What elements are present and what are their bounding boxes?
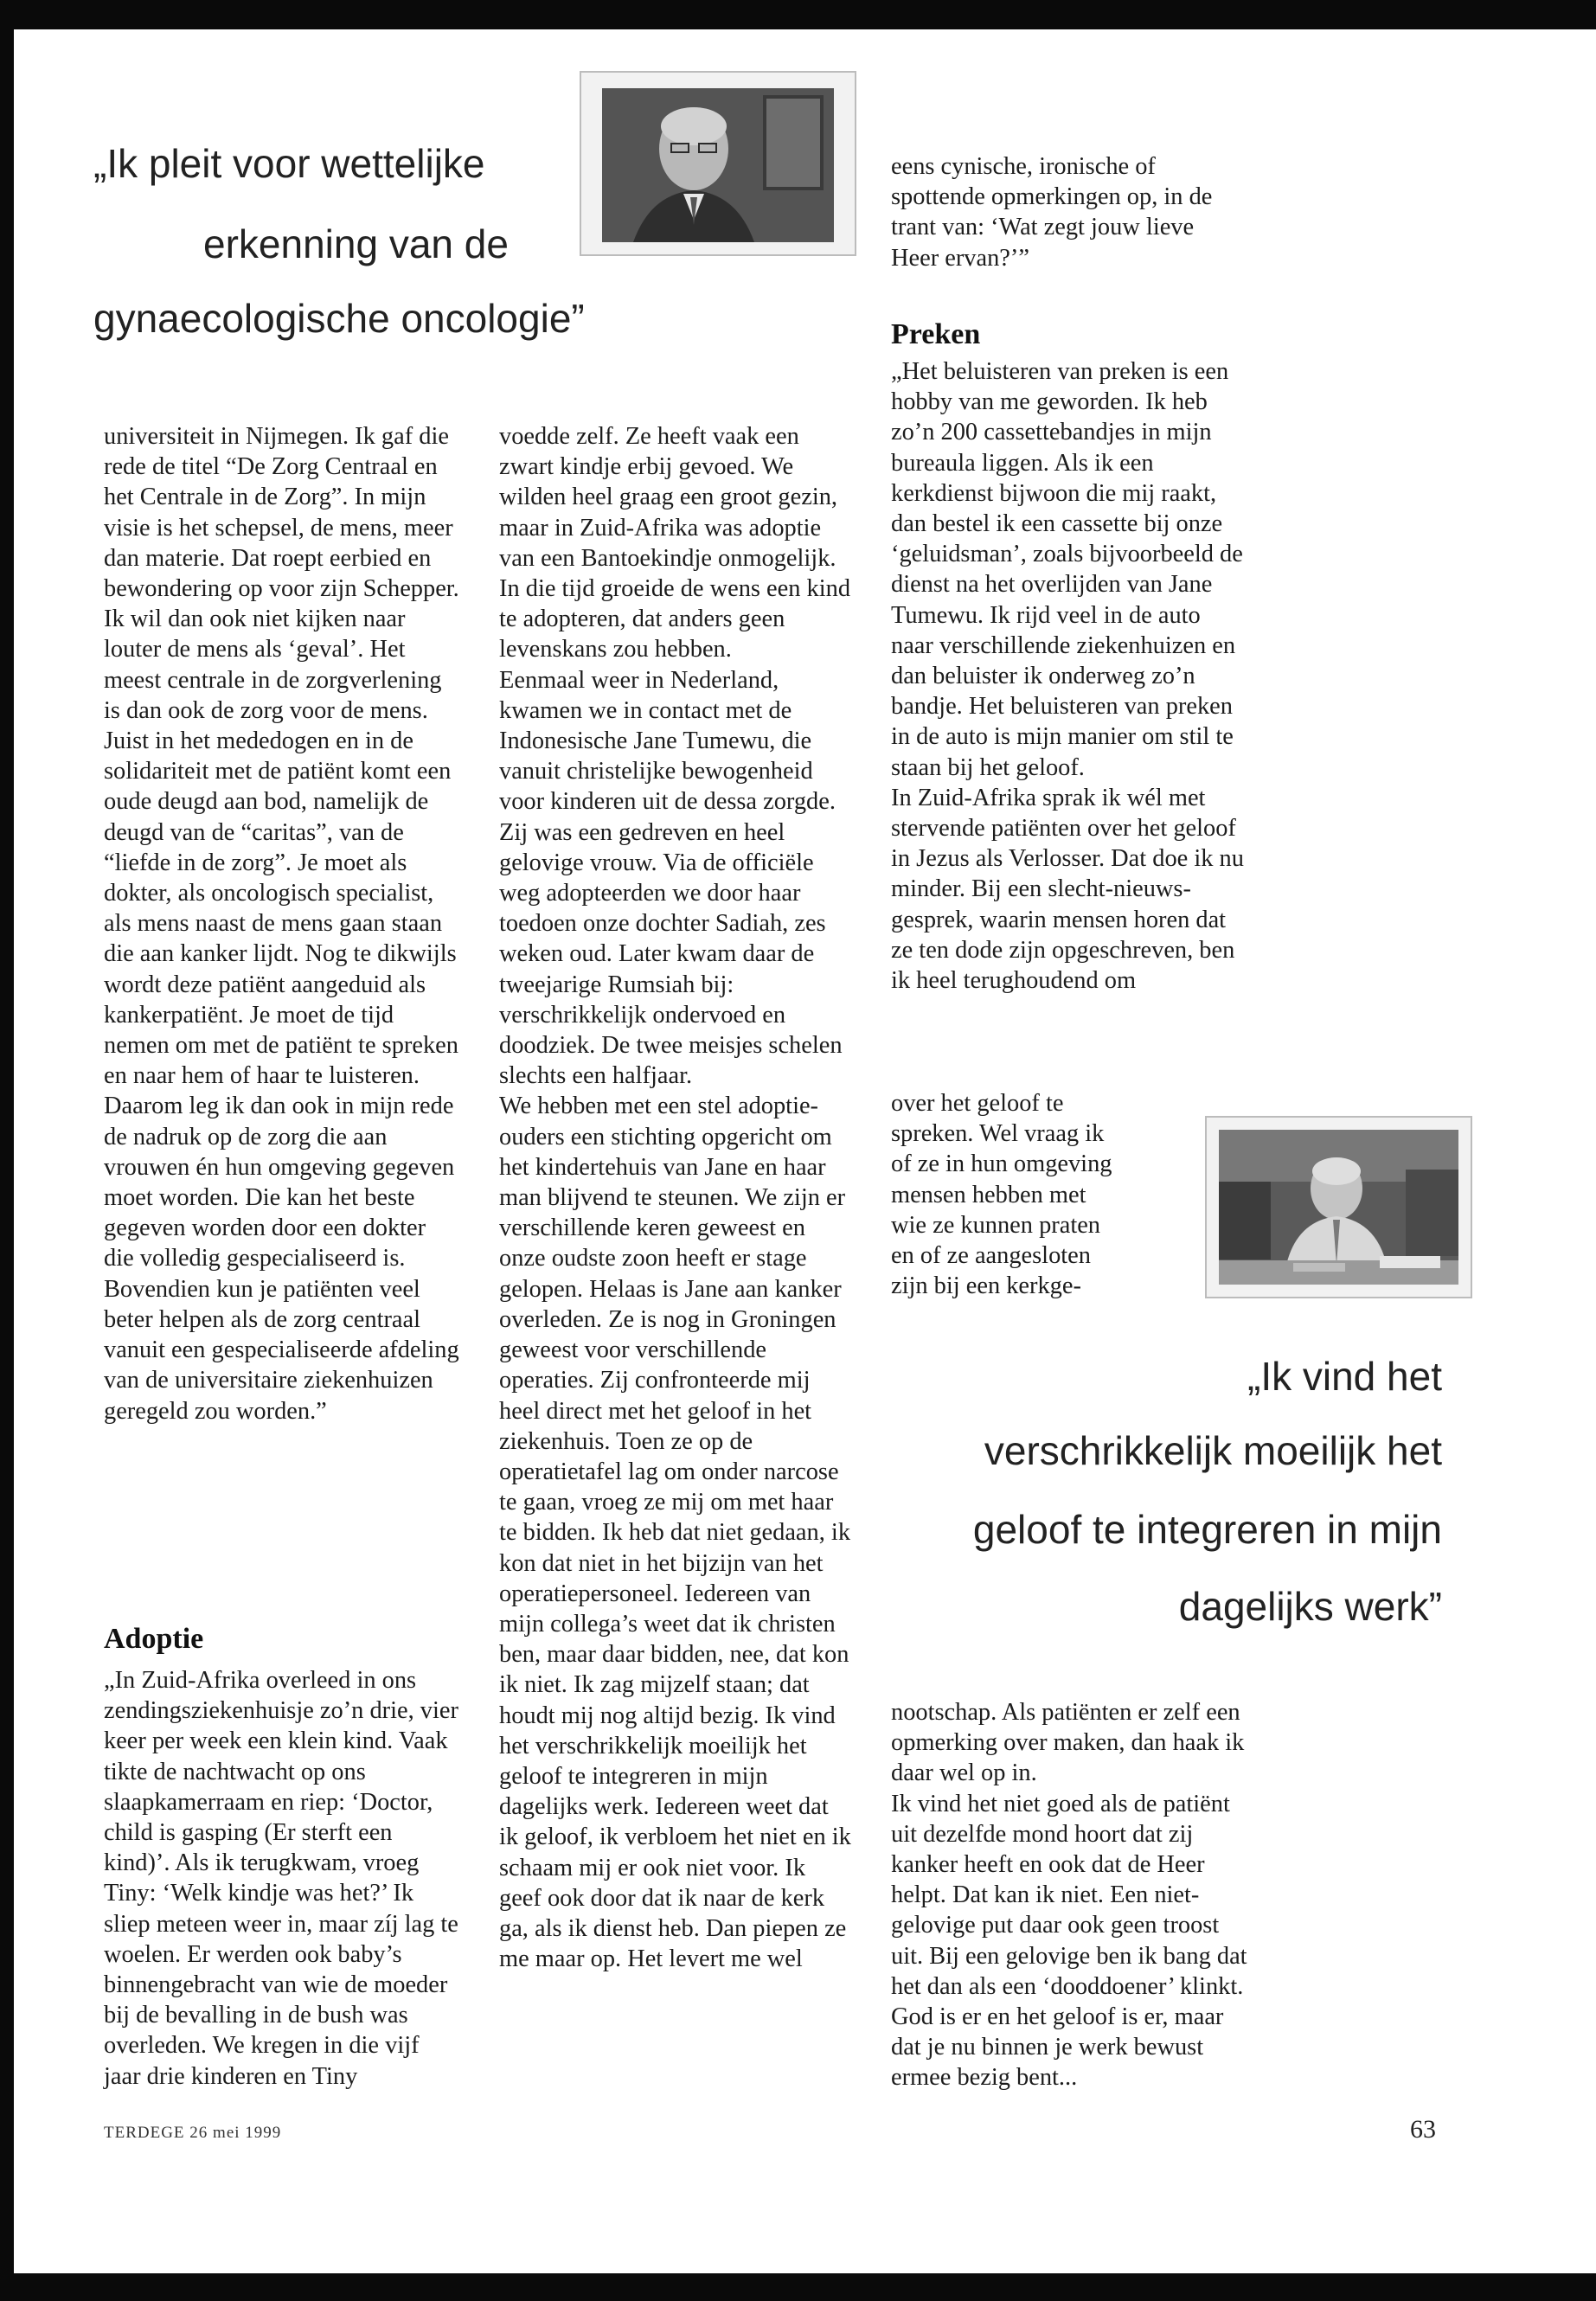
col3-wrap-line-4: mensen hebben met xyxy=(891,1181,1086,1208)
portrait-photo-image xyxy=(581,73,855,254)
scan-border-left xyxy=(0,0,14,2301)
col3-main-text xyxy=(891,356,1247,996)
col3-bottom-text xyxy=(891,1697,1247,2093)
subhead-adoptie: Adoptie xyxy=(104,1623,204,1655)
col1-paragraph-1: universiteit in Nijmegen. Ik gaf die rede de titel “De Zorg Centraal en het Centrale in de Zorg”. In mijn visie is het schepsel, de mens, meer dan materie. Dat roept eerbied en bewondering op voor zijn Schepper. Ik wil dan ook niet kijken naar louter de mens als ‘geval’. Het meest centrale in de zorgverlening is dan ook de zorg voor de mens. Juist in het mededogen en in de solidariteit met de patiënt komt een oude deugd aan bod, namelijk de deugd van de “caritas”, van de “liefde in de zorg”. Je moet als dokter, als oncologisch specialist, als mens naast de mens gaan staan die aan kanker lijdt. Nog te dikwijls wordt deze patiënt aangeduid als kankerpatiënt. Je moet de tijd nemen om met de patiënt te spreken en naar hem of haar te luisteren. xyxy=(104,423,459,1090)
pullquote-mid-line1: „Ik vind het xyxy=(1247,1354,1442,1399)
col1-paragraph-2: Daarom leg ik dan ook in mijn rede de nadruk op de zorg die aan vrouwen én hun omgeving gegeven moet worden. Die kan het beste gegeven worden door een dokter die volledig gespecialiseerd is. Bovendien kun je patiënten veel beter helpen als de zorg centraal vanuit een gespecialiseerde afdeling van de universitaire ziekenhuizen geregeld zou worden.” xyxy=(104,1093,459,1425)
col3-wrap-line-2: spreken. Wel vraag ik xyxy=(891,1120,1105,1148)
col1-text xyxy=(104,421,460,1426)
col3-wrap-line-3: of ze in hun omgeving xyxy=(891,1150,1112,1178)
footer-publication: TERDEGE 26 mei 1999 xyxy=(104,2124,282,2142)
col3-paragraph-2: In Zuid-Afrika sprak ik wél met stervende patiënten over het geloof in Jezus als Verlosser. Dat doe ik nu minder. Bij een slecht-nieuws-gesprek, waarin mensen horen dat ze ten dode zijn opgeschreven, ben ik heel terughoudend om xyxy=(891,784,1244,995)
col3-wrap-line-6: en of ze aangesloten xyxy=(891,1242,1091,1270)
col2-text xyxy=(499,421,852,1974)
col2-paragraph-2: Eenmaal weer in Nederland, kwamen we in contact met de Indonesische Jane Tumewu, die vanuit christelijke bewogenheid voor kinderen uit de dessa zorgde. Zij was een gedreven en heel gelovige vrouw. Via de officiële weg adopteerden we door haar toedoen onze dochter Sadiah, zes weken oud. Later kwam daar de tweejarige Rumsiah bij: verschrikkelijk ondervoed en doodziek. De twee meisjes schelen slechts een halfjaar. xyxy=(499,666,843,1090)
subhead-preken: Preken xyxy=(891,318,981,350)
col3-wrap-line-7: zijn bij een kerkge- xyxy=(891,1272,1081,1300)
col2-paragraph-1: voedde zelf. Ze heeft vaak een zwart kindje erbij gevoed. We wilden heel graag een groot gezin, maar in Zuid-Afrika was adoptie van een Bantoekindje onmogelijk. In die tijd groeide de wens een kind te adopteren, dat anders geen levenskans zou hebben. xyxy=(499,423,851,663)
col3-wrap-line-1: over het geloof te xyxy=(891,1090,1064,1117)
col3-top-paragraph xyxy=(891,151,1237,273)
col1-paragraph-3: „In Zuid-Afrika overleed in ons zendingsziekenhuisje zo’n drie, vier keer per week een klein kind. Vaak tikte de nachtwacht op ons slaapkamerraam en riep: ‘Doctor, child is gasping (Er sterft een kind)’. Als ik terugkwam, vroeg Tiny: ‘Welk kindje was het?’ Ik sliep meteen weer in, maar zíj lag te woelen. Er werden ook baby’s binnengebracht van wie de moeder bij de bevalling in de bush was overleden. We kregen in die vijf jaar drie kinderen en Tiny xyxy=(104,1667,458,2090)
col3-paragraph-1: „Het beluisteren van preken is een hobby van me geworden. Ik heb zo’n 200 cassettebandjes in mijn bureaula liggen. Als ik een kerkdienst bijwoon die mij raakt, dan bestel ik een cassette bij onze ‘geluidsman’, zoals bijvoorbeeld de dienst na het overlijden van Jane Tumewu. Ik rijd veel in de auto naar verschillende ziekenhuizen en dan beluister ik onderweg zo’n bandje. Het beluisteren van preken in de auto is mijn manier om stil te staan bij het geloof. xyxy=(891,358,1243,781)
pullquote-mid-line4: dagelijks werk” xyxy=(1178,1584,1442,1629)
col2-paragraph-3: We hebben met een stel adoptie-ouders een stichting opgericht om het kindertehuis van Jane en haar man blijvend te steunen. We zijn er verschillende keren geweest en onze oudste zoon heeft er stage gelopen. Helaas is Jane aan kanker overleden. Ze is nog in Groningen geweest voor verschillende operaties. Zij confronteerde mij heel direct met het geloof in het ziekenhuis. Toen ze op de operatietafel lag om onder narcose te gaan, vroeg ze mij om met haar te bidden. Ik heb dat niet gedaan, ik kon dat niet in het bijzijn van het operatiepersoneel. Iedereen van mijn collega’s weet dat ik christen ben, maar daar bidden, nee, dat kon ik niet. Ik zag mijzelf staan; dat houdt mij nog altijd bezig. Ik vind het verschrikkelijk moeilijk het geloof te integreren in mijn dagelijks werk. Iedereen weet dat ik geloof, ik verbloem het niet en ik schaam mij er ook niet voor. Ik geef ook door dat ik naar de kerk ga, als ik dienst heb. Dan piepen ze me maar op. Het levert me wel xyxy=(499,1093,851,1973)
desk-portrait-photo-image xyxy=(1207,1118,1471,1297)
pullquote-top-line3: gynaecologische oncologie” xyxy=(93,296,585,341)
col3-paragraph-4: nootschap. Als patiënten er zelf een opmerking over maken, dan haak ik daar wel op in. xyxy=(891,1699,1245,1787)
col3-wrap-line-5: wie ze kunnen praten xyxy=(891,1211,1100,1239)
portrait-photo xyxy=(580,71,856,256)
col3-top-text: eens cynische, ironische of spottende opmerkingen op, in de trant van: ‘Wat zegt jouw lieve Heer ervan?’” xyxy=(891,153,1213,272)
scan-border-top xyxy=(0,0,1596,29)
col3-wrap-text xyxy=(891,1088,1151,1301)
scan-border-bottom xyxy=(0,2273,1596,2301)
col3-paragraph-5: Ik vind het niet goed als de patiënt uit dezelfde mond hoort dat zij kanker heeft en ook dat de Heer helpt. Dat kan ik niet. Een niet-gelovige put daar ook geen troost uit. Bij een gelovige ben ik bang dat het dan als een ‘dooddoener’ klinkt. God is er en het geloof is er, maar dat je nu binnen je werk bewust ermee bezig bent... xyxy=(891,1790,1247,2092)
desk-portrait-photo xyxy=(1205,1116,1472,1298)
pullquote-top-line2: erkenning van de xyxy=(203,221,509,266)
pullquote-mid-line3: geloof te integreren in mijn xyxy=(972,1507,1442,1552)
pullquote-mid-line2: verschrikkelijk moeilijk het xyxy=(984,1428,1442,1473)
pullquote-top-line1: „Ik pleit voor wettelijke xyxy=(93,141,485,186)
page-number: 63 xyxy=(1410,2115,1436,2144)
col1-adoptie-text xyxy=(104,1665,460,2092)
